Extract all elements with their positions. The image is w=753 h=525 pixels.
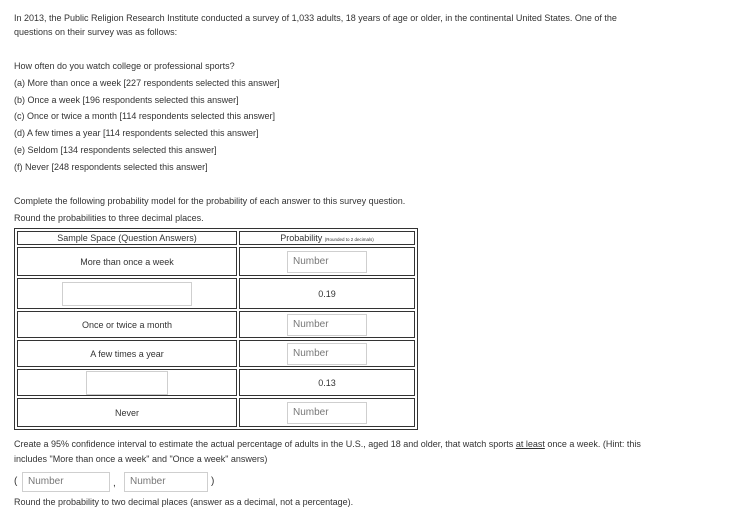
intro-line-2: questions on their survey was as follows: [14,27,178,37]
header-probability [239,231,415,245]
probability-cell [239,369,415,396]
ci-close-paren: ) [211,476,215,487]
answer-input-blank-2[interactable] [86,371,168,395]
survey-option-a: (a) More than once a week [227 respondents selected this answer] [14,78,280,88]
answer-cell [17,398,237,427]
probability-cell [239,247,415,276]
survey-option-e: (e) Seldom [134 respondents selected this answer] [14,145,217,155]
answer-cell [17,278,237,309]
table-row [17,247,415,276]
ci-rounding-note: Round the probability to two decimal places (answer as a decimal, not a percentage). [14,497,354,507]
survey-question: How often do you watch college or professional sports? [14,61,235,71]
survey-option-c: (c) Once or twice a month [114 respondents selected this answer] [14,111,275,121]
ci-instructions-line-1 [14,438,641,451]
probability-cell [239,311,415,338]
table-row [17,398,415,427]
intro-line-1: In 2013, the Public Religion Research Institute conducted a survey of 1,033 adults, 18 years of age or older, in the continental United States. One of the [14,13,617,23]
answer-label: Once or twice a month [81,319,173,330]
table-row [17,369,415,396]
answer-cell [17,340,237,367]
table-header-row [17,231,415,245]
probability-cell [239,278,415,309]
answer-cell [17,311,237,338]
ci-comma: , [113,478,116,489]
probability-input-never[interactable]: Number [287,402,367,424]
probability-input-more-than-once[interactable]: Number [287,251,367,273]
ci-open-paren: ( [14,476,18,487]
ci-upper-input[interactable]: Number [124,472,208,492]
probability-input-few-times[interactable]: Number [287,343,367,365]
table-row [17,311,415,338]
answer-label: A few times a year [90,348,164,359]
header-probability-label: Probability [280,233,323,243]
ci-text-after: once a week. (Hint: this [544,439,641,449]
ci-text-before: Create a 95% confidence interval to estimate the actual percentage of adults in the U.S., aged 18 and older, that watch sports [14,439,516,449]
answer-label: More than once a week [80,256,174,267]
ci-instructions-line-2: includes "More than once a week" and "Once a week" answers) [14,454,268,464]
probability-value: 0.19 [318,288,336,299]
answer-label: Never [114,407,139,418]
answer-cell [17,247,237,276]
header-sample-space: Sample Space (Question Answers) [17,231,237,245]
ci-text-underlined: at least [515,439,545,449]
survey-option-d: (d) A few times a year [114 respondents selected this answer] [14,128,259,138]
probability-model-table [14,228,418,430]
answer-cell [17,369,237,396]
table-row [17,278,415,309]
probability-cell [239,340,415,367]
header-probability-note: (Rounded to 2 decimals) [324,237,374,242]
probability-value: 0.13 [318,377,336,388]
probability-cell [239,398,415,427]
probability-input-once-or-twice[interactable]: Number [287,314,367,336]
survey-option-f: (f) Never [248 respondents selected this answer] [14,162,208,172]
instructions-line-1: Complete the following probability model for the probability of each answer to this survey question. [14,196,406,206]
survey-option-b: (b) Once a week [196 respondents selected this answer] [14,95,239,105]
table-row [17,340,415,367]
instructions-line-2: Round the probabilities to three decimal places. [14,213,204,223]
ci-lower-input[interactable]: Number [22,472,110,492]
answer-input-blank-1[interactable] [62,282,192,306]
